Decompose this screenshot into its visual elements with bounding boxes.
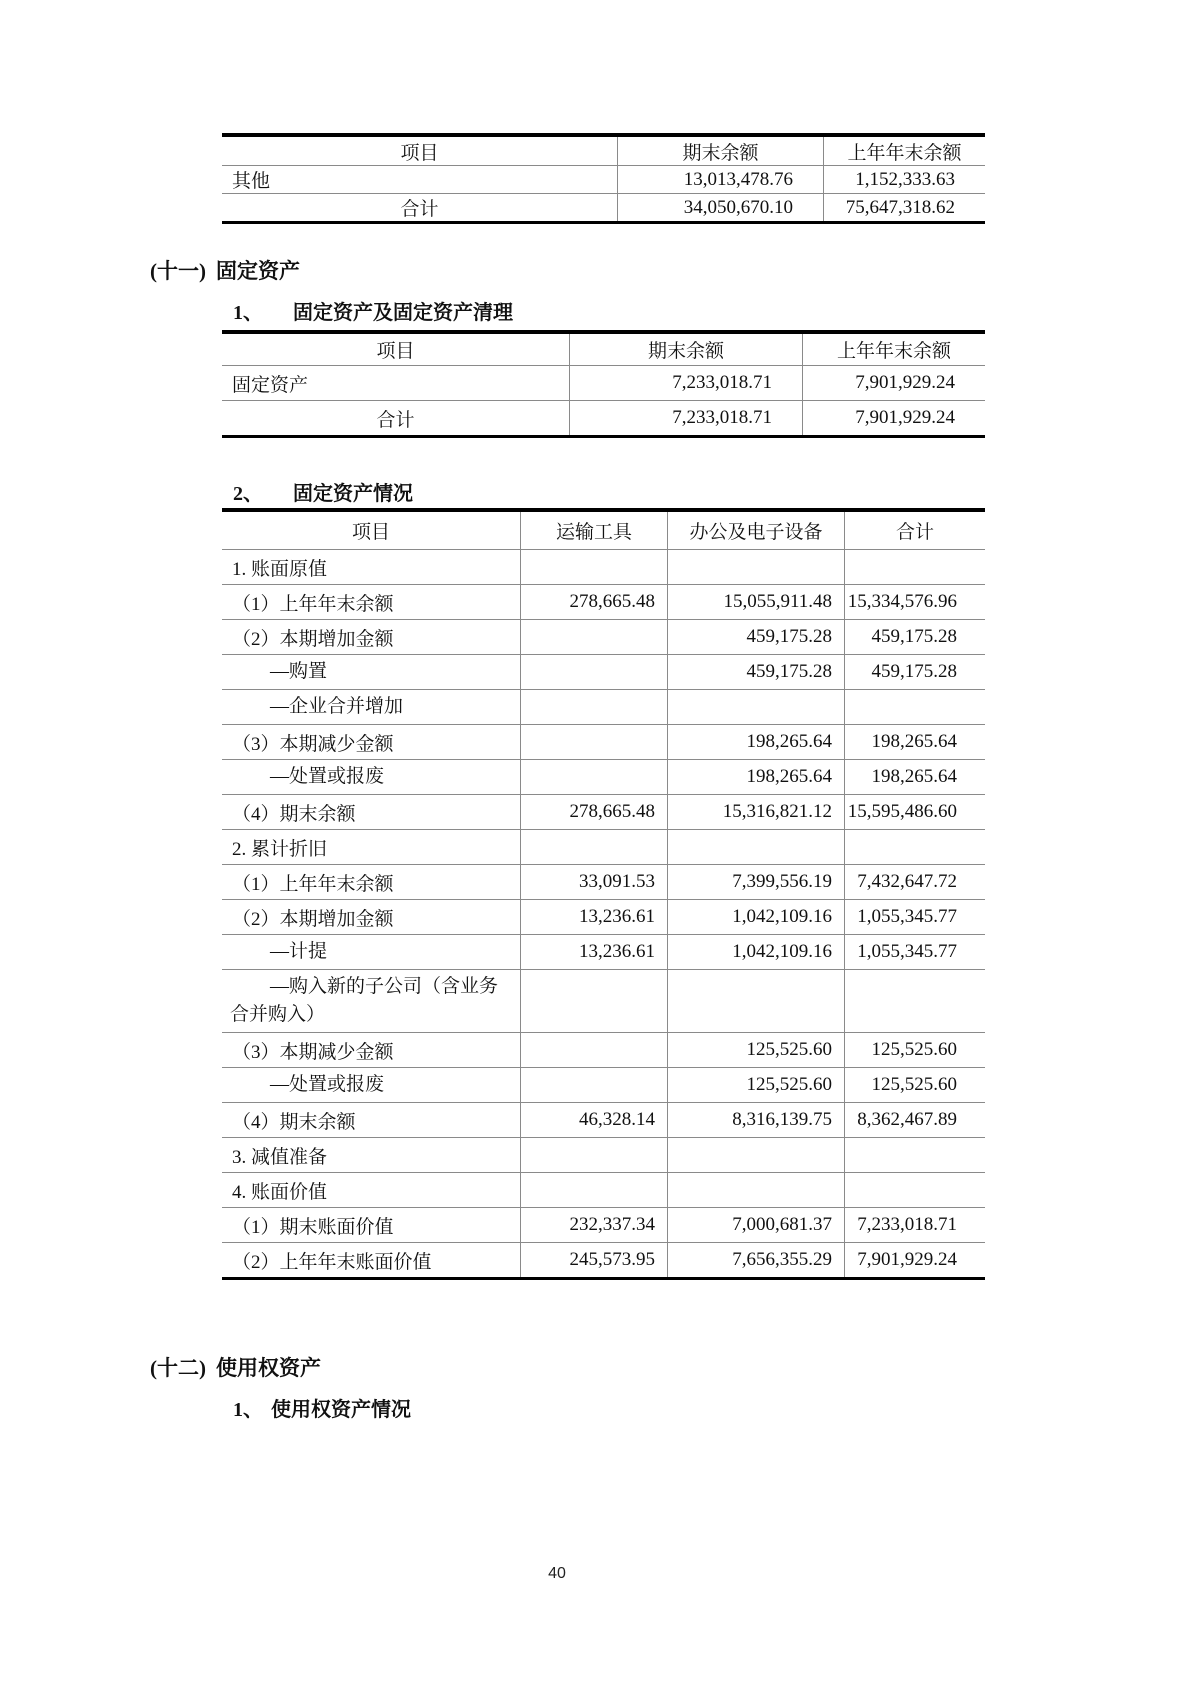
cell-value: 125,525.60 xyxy=(667,1068,844,1102)
row-label: （2）本期增加金额 xyxy=(232,908,394,930)
row-label: —计提 xyxy=(270,941,328,962)
cell-value xyxy=(667,690,844,724)
cell-value: 13,236.61 xyxy=(520,900,667,934)
column-header: 期末余额 xyxy=(569,334,802,365)
row-label: —企业合并增加 xyxy=(270,696,404,717)
column-header: 运输工具 xyxy=(520,512,667,549)
cell-value xyxy=(520,725,667,759)
row-label: （3）本期减少金额 xyxy=(232,733,394,755)
subsection-12-1-title: 使用权资产情况 xyxy=(271,1399,411,1421)
subsection-1-number: 1、 xyxy=(233,302,263,324)
page-number: 40 xyxy=(548,1565,566,1582)
cell-value: 459,175.28 xyxy=(844,655,985,689)
cell-value: 198,265.64 xyxy=(667,760,844,794)
column-header: 合计 xyxy=(844,512,985,549)
cell-value xyxy=(844,690,985,724)
cell-value xyxy=(844,1138,985,1172)
cell-value xyxy=(667,830,844,864)
row-label: （2）上年年末账面价值 xyxy=(232,1251,432,1273)
cell-value xyxy=(844,970,985,1032)
cell-value: 7,399,556.19 xyxy=(667,865,844,899)
cell-value: 125,525.60 xyxy=(844,1033,985,1067)
cell-value xyxy=(520,1138,667,1172)
table-row xyxy=(222,899,985,934)
cell-value: 7,000,681.37 xyxy=(667,1208,844,1242)
table-row xyxy=(222,400,985,435)
cell-value: 198,265.64 xyxy=(844,725,985,759)
subsection-1-title: 固定资产及固定资产清理 xyxy=(293,302,513,324)
table-fixed-assets xyxy=(222,330,985,438)
table-row xyxy=(222,864,985,899)
cell-value xyxy=(520,620,667,654)
row-label: （3）本期减少金额 xyxy=(232,1041,394,1063)
subsection-12-1-number: 1、 xyxy=(233,1399,263,1421)
table-fixed-assets-detail xyxy=(222,508,985,1280)
table-row xyxy=(222,1172,985,1207)
cell-value: 15,055,911.48 xyxy=(667,585,844,619)
table-row xyxy=(222,549,985,584)
cell-value: 15,334,576.96 xyxy=(844,585,985,619)
row-label: （4）期末余额 xyxy=(232,803,356,825)
row-label: 3. 减值准备 xyxy=(232,1146,328,1168)
cell-value: 33,091.53 xyxy=(520,865,667,899)
table-row xyxy=(222,829,985,864)
table-row xyxy=(222,1067,985,1102)
cell-value xyxy=(667,1138,844,1172)
cell-value xyxy=(520,1173,667,1207)
column-header: 期末余额 xyxy=(617,137,823,165)
cell-value xyxy=(667,970,844,1032)
table-row xyxy=(222,193,985,221)
cell-value xyxy=(520,1068,667,1102)
cell-value: 15,595,486.60 xyxy=(844,795,985,829)
table-row xyxy=(222,1102,985,1137)
subsection-12-1-heading xyxy=(233,1393,411,1422)
section-12-title: 使用权资产 xyxy=(216,1356,321,1380)
cell-value: 7,656,355.29 xyxy=(667,1243,844,1277)
cell-value xyxy=(520,1033,667,1067)
cell-value: 8,316,139.75 xyxy=(667,1103,844,1137)
row-label: —购置 xyxy=(270,661,328,682)
row-label: —处置或报废 xyxy=(270,766,385,787)
column-header: 办公及电子设备 xyxy=(667,512,844,549)
table-row xyxy=(222,794,985,829)
cell-value: 7,233,018.71 xyxy=(569,401,802,435)
table-row xyxy=(222,689,985,724)
cell-value: 1,055,345.77 xyxy=(844,900,985,934)
table-header-row xyxy=(222,334,985,365)
cell-value: 125,525.60 xyxy=(667,1033,844,1067)
section-11-title: 固定资产 xyxy=(216,259,300,283)
table-row xyxy=(222,759,985,794)
column-header: 项目 xyxy=(376,341,415,362)
cell-value: 459,175.28 xyxy=(667,655,844,689)
section-11-number: (十一) xyxy=(150,259,206,283)
cell-value xyxy=(844,830,985,864)
table-header-row xyxy=(222,137,985,165)
table-row xyxy=(222,165,985,193)
row-label: —处置或报废 xyxy=(270,1074,385,1095)
row-label: 1. 账面原值 xyxy=(232,558,328,580)
cell-value: 198,265.64 xyxy=(667,725,844,759)
cell-value: 278,665.48 xyxy=(520,585,667,619)
cell-value xyxy=(520,830,667,864)
cell-value: 1,152,333.63 xyxy=(823,166,985,193)
cell-value: 15,316,821.12 xyxy=(667,795,844,829)
row-label: （1）上年年末余额 xyxy=(232,593,394,615)
cell-value xyxy=(667,550,844,584)
table-other-total xyxy=(222,133,985,224)
table-row xyxy=(222,619,985,654)
row-label: 其他 xyxy=(232,171,271,192)
cell-value xyxy=(520,690,667,724)
subsection-2-heading xyxy=(233,477,413,506)
section-12-heading xyxy=(150,1352,321,1382)
row-label: 合计 xyxy=(400,199,439,220)
cell-value: 7,901,929.24 xyxy=(802,401,985,435)
row-label: 2. 累计折旧 xyxy=(232,838,328,860)
cell-value xyxy=(844,1173,985,1207)
column-header: 上年年末余额 xyxy=(823,137,985,165)
cell-value: 245,573.95 xyxy=(520,1243,667,1277)
table-row xyxy=(222,1032,985,1067)
cell-value xyxy=(520,760,667,794)
cell-value: 232,337.34 xyxy=(520,1208,667,1242)
table-row xyxy=(222,1242,985,1277)
section-11-heading xyxy=(150,255,300,285)
row-label: 4. 账面价值 xyxy=(232,1181,328,1203)
table-row xyxy=(222,724,985,759)
table-row xyxy=(222,365,985,400)
row-label: —购入新的子公司（含业务合并购入） xyxy=(230,976,499,1025)
cell-value xyxy=(520,550,667,584)
section-12-number: (十二) xyxy=(150,1356,206,1380)
table-row xyxy=(222,934,985,969)
cell-value: 7,233,018.71 xyxy=(569,366,802,400)
table-row xyxy=(222,584,985,619)
cell-value: 1,055,345.77 xyxy=(844,935,985,969)
row-label: （2）本期增加金额 xyxy=(232,628,394,650)
row-label: （4）期末余额 xyxy=(232,1111,356,1133)
table-row xyxy=(222,654,985,689)
cell-value xyxy=(520,655,667,689)
cell-value: 75,647,318.62 xyxy=(823,194,985,221)
cell-value: 1,042,109.16 xyxy=(667,935,844,969)
cell-value: 125,525.60 xyxy=(844,1068,985,1102)
cell-value: 459,175.28 xyxy=(667,620,844,654)
row-label: （1）上年年末余额 xyxy=(232,873,394,895)
table-row xyxy=(222,969,985,1032)
cell-value: 13,236.61 xyxy=(520,935,667,969)
table-header-row xyxy=(222,512,985,549)
row-label: 合计 xyxy=(376,409,415,431)
cell-value xyxy=(844,550,985,584)
cell-value: 7,901,929.24 xyxy=(802,366,985,400)
cell-value: 13,013,478.76 xyxy=(617,166,823,193)
cell-value: 459,175.28 xyxy=(844,620,985,654)
cell-value: 8,362,467.89 xyxy=(844,1103,985,1137)
cell-value: 46,328.14 xyxy=(520,1103,667,1137)
cell-value xyxy=(667,1173,844,1207)
cell-value: 278,665.48 xyxy=(520,795,667,829)
row-label: 固定资产 xyxy=(232,374,309,396)
cell-value: 7,432,647.72 xyxy=(844,865,985,899)
cell-value: 1,042,109.16 xyxy=(667,900,844,934)
column-header: 项目 xyxy=(400,142,439,164)
column-header: 项目 xyxy=(351,522,390,543)
column-header: 上年年末余额 xyxy=(802,334,985,365)
subsection-2-number: 2、 xyxy=(233,483,263,505)
cell-value: 7,901,929.24 xyxy=(844,1243,985,1277)
cell-value: 34,050,670.10 xyxy=(617,194,823,221)
subsection-2-title: 固定资产情况 xyxy=(293,483,413,505)
cell-value: 7,233,018.71 xyxy=(844,1208,985,1242)
row-label: （1）期末账面价值 xyxy=(232,1216,394,1238)
cell-value: 198,265.64 xyxy=(844,760,985,794)
cell-value xyxy=(520,970,667,1032)
table-row xyxy=(222,1137,985,1172)
table-row xyxy=(222,1207,985,1242)
subsection-1-heading xyxy=(233,296,513,325)
